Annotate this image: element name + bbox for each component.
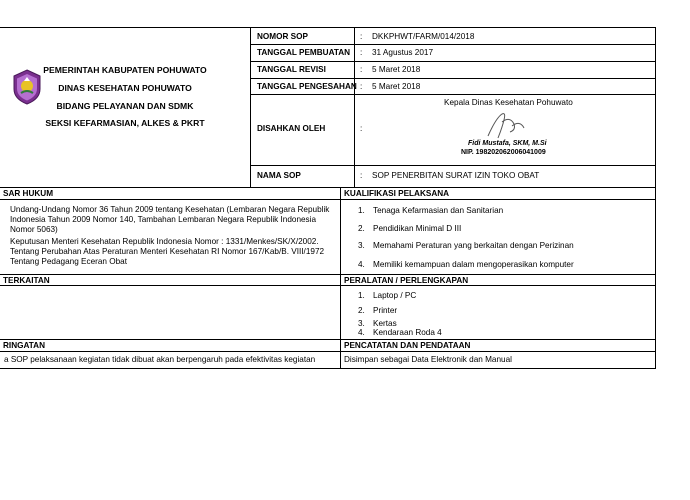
table-row-line: [0, 199, 656, 200]
section-header-peringatan: RINGATAN: [3, 341, 45, 350]
peringatan-text: a SOP pelaksanaan kegiatan tidak dibuat akan berpengaruh pada efektivitas kegiatan: [4, 355, 316, 364]
table-row-line: [0, 187, 656, 188]
kualifikasi-item-4: Memiliki kemampuan dalam mengoperasikan komputer: [373, 260, 574, 269]
peralatan-num-3: 3.: [358, 319, 365, 328]
info-colon: :: [360, 65, 363, 74]
info-value-tanggal-revisi: 5 Maret 2018: [372, 65, 421, 74]
kualifikasi-num-2: 2.: [358, 224, 365, 233]
table-row-line: [0, 274, 656, 275]
section-header-kualifikasi: KUALIFIKASI PELAKSANA: [344, 189, 450, 198]
peralatan-item-4: Kendaraan Roda 4: [373, 328, 442, 337]
info-value-nomor-sop: DKKPHWT/FARM/014/2018: [372, 32, 475, 41]
dasar-hukum-item-1: Undang-Undang Nomor 36 Tahun 2009 tentang Kesehatan (Lembaran Negara Republik Indonesia Tahun 2009 Nomor 140, Tambahan Lembaran Negara Republik Indonesia Nomor 5063): [10, 205, 330, 234]
info-colon: :: [360, 124, 363, 133]
info-colon: :: [360, 48, 363, 57]
header-org-line-2: DINAS KESEHATAN POHUWATO: [58, 83, 192, 93]
peralatan-item-1: Laptop / PC: [373, 291, 417, 300]
info-colon: :: [360, 32, 363, 41]
header-org-line-1: PEMERINTAH KABUPATEN POHUWATO: [43, 65, 207, 75]
section-header-pencatatan: PENCATATAN DAN PENDATAAN: [344, 341, 471, 350]
info-colon: :: [360, 82, 363, 91]
info-colon: :: [360, 171, 363, 180]
info-label-tanggal-pembuatan: TANGGAL PEMBUATAN: [257, 48, 351, 57]
kualifikasi-num-1: 1.: [358, 206, 365, 215]
table-row-line: [0, 351, 656, 352]
header-org-line-4: SEKSI KEFARMASIAN, ALKES & PKRT: [45, 118, 205, 128]
info-label-nomor-sop: NOMOR SOP: [257, 32, 308, 41]
info-value-nama-sop: SOP PENERBITAN SURAT IZIN TOKO OBAT: [372, 171, 540, 180]
section-header-dasar-hukum: SAR HUKUM: [3, 189, 54, 198]
kualifikasi-item-2: Pendidikan Minimal D III: [373, 224, 462, 233]
info-label-disahkan-oleh: DISAHKAN OLEH: [257, 124, 326, 133]
table-border-top: [0, 27, 656, 28]
info-value-tanggal-pengesahan: 5 Maret 2018: [372, 82, 421, 91]
info-label-tanggal-revisi: TANGGAL REVISI: [257, 65, 326, 74]
peralatan-num-2: 2.: [358, 306, 365, 315]
info-label-tanggal-pengesahan: TANGGAL PENGESAHAN: [257, 82, 357, 91]
info-row-line: [250, 78, 656, 79]
table-row-line: [0, 285, 656, 286]
table-border-info-divider: [354, 27, 355, 188]
info-label-nama-sop: NAMA SOP: [257, 171, 301, 180]
approver-name: Fidi Mustafa, SKM, M.Si: [468, 140, 547, 147]
approver-title: Kepala Dinas Kesehatan Pohuwato: [444, 98, 573, 107]
pencatatan-text: Disimpan sebagai Data Elektronik dan Manual: [344, 355, 512, 364]
kualifikasi-num-3: 3.: [358, 241, 365, 250]
peralatan-item-2: Printer: [373, 306, 398, 315]
section-header-peralatan: PERALATAN / PERLENGKAPAN: [344, 276, 469, 285]
approver-nip: NIP. 198202062006041009: [461, 149, 546, 156]
approver-signature: [482, 108, 532, 142]
table-border-bottom: [0, 368, 656, 369]
peralatan-item-3: Kertas: [373, 319, 397, 328]
kualifikasi-item-1: Tenaga Kefarmasian dan Sanitarian: [373, 206, 504, 215]
dasar-hukum-item-2: Keputusan Menteri Kesehatan Republik Indonesia Nomor : 1331/Menkes/SK/X/2002. Tentang Perubahan Atas Peraturan Menteri Kesehatan RI Nomor 167/Kab/B. VIII/1972 Tentang Pedagang Eceran Obat: [10, 237, 325, 266]
info-value-tanggal-pembuatan: 31 Agustus 2017: [372, 48, 434, 57]
info-row-line: [250, 94, 656, 95]
info-row-line: [250, 61, 656, 62]
table-row-line: [0, 339, 656, 340]
table-column-divider: [340, 187, 341, 369]
kualifikasi-num-4: 4.: [358, 260, 365, 269]
table-border-header-divider: [250, 27, 251, 188]
info-row-line: [250, 165, 656, 166]
info-row-line: [250, 44, 656, 45]
peralatan-num-4: 4.: [358, 328, 365, 337]
kualifikasi-item-3: Memahami Peraturan yang berkaitan dengan Perizinan: [373, 241, 574, 250]
header-org-line-3: BIDANG PELAYANAN DAN SDMK: [56, 101, 194, 111]
section-header-keterkaitan: TERKAITAN: [3, 276, 50, 285]
peralatan-num-1: 1.: [358, 291, 365, 300]
